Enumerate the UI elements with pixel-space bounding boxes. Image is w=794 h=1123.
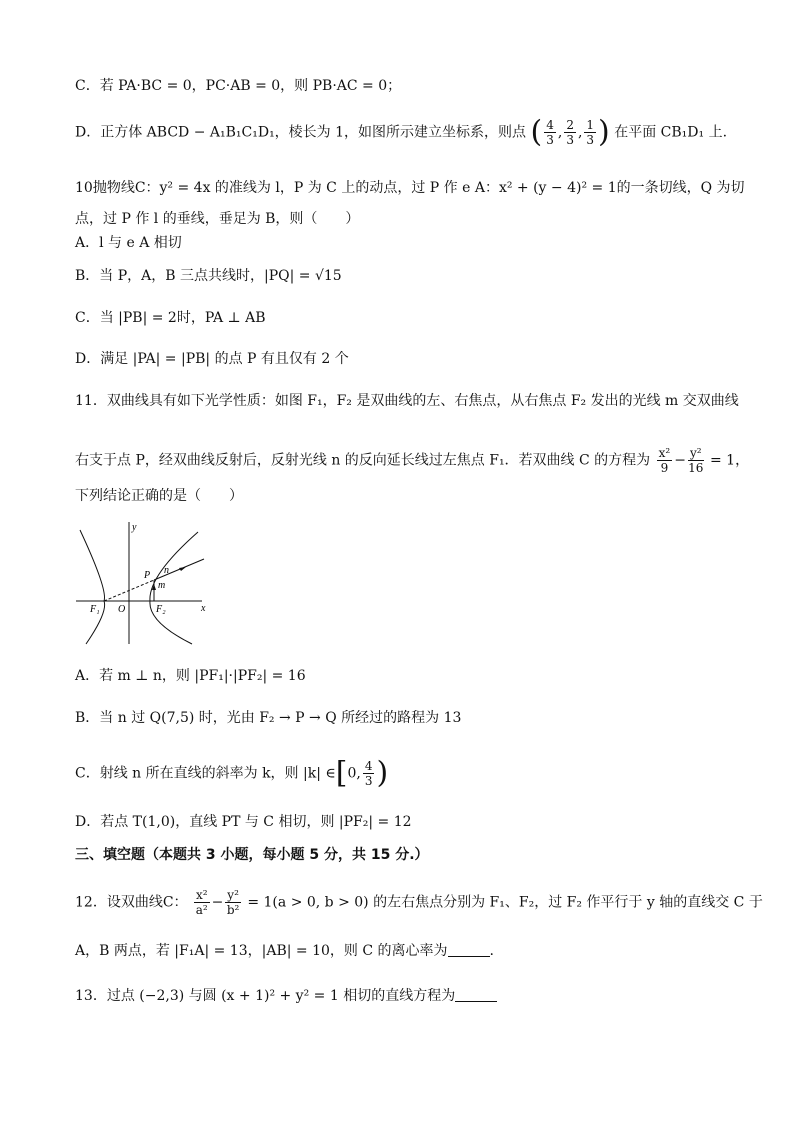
q13-line xyxy=(75,986,497,1006)
frac-num: x² xyxy=(658,446,671,460)
bracket-close: ) xyxy=(376,755,389,791)
frac-den: 3 xyxy=(546,133,554,147)
q10-option-d-text: D．满足 |PA| = |PB| 的点 P 有且仅有 2 个 xyxy=(75,351,349,367)
hyperbola-figure xyxy=(74,520,210,646)
frac-den: 16 xyxy=(688,461,704,475)
q11-option-d-text: D．若点 T(1,0)，直线 PT 与 C 相切，则 |PF₂| = 12 xyxy=(75,814,412,830)
q10-option-b xyxy=(75,266,342,286)
q9-option-c xyxy=(75,76,401,96)
frac-num: 1 xyxy=(586,118,595,132)
hyperbola-left-branch xyxy=(80,530,105,644)
q13-text: 13．过点 (−2,3) 与圆 (x + 1)² + y² = 1 相切的直线方程为 xyxy=(75,988,456,1004)
frac-num: y² xyxy=(227,888,239,902)
q11-option-a-text: A．若 m ⊥ n，则 |PF₁|·|PF₂| = 16 xyxy=(75,668,306,684)
q12-text-post: = 1(a > 0, b > 0) 的左右焦点分别为 F₁、F₂，过 F₂ 作平行于 y 轴的直线交 C 于 xyxy=(247,894,763,911)
frac-num: y² xyxy=(689,446,702,460)
fig-label-o: O xyxy=(118,604,126,615)
frac-den: a² xyxy=(195,903,208,917)
section-3-title: 三、填空题（本题共 3 小题，每小题 5 分，共 15 分.） xyxy=(75,847,429,863)
q11-option-d xyxy=(75,812,412,832)
q11-option-c xyxy=(75,755,389,791)
q12-frac-y xyxy=(225,888,241,917)
q10-option-a-text: A．l 与 e A 相切 xyxy=(75,235,182,251)
q11-stem-text2-tail: = 1， xyxy=(710,452,750,469)
section-3-heading xyxy=(75,845,429,865)
frac-num: 2 xyxy=(566,118,574,132)
q11-stem-line3 xyxy=(75,486,243,506)
frac-den: 3 xyxy=(586,133,595,147)
q11-option-b xyxy=(75,708,461,728)
bracket-open: [ xyxy=(335,755,348,791)
frac-2 xyxy=(564,118,576,147)
frac-3 xyxy=(584,118,596,147)
q12-frac-x xyxy=(194,888,210,917)
frac-den: 3 xyxy=(566,133,574,147)
q11-frac-y xyxy=(688,446,704,475)
q9-option-d-text: D．正方体 ABCD − A₁B₁C₁D₁，棱长为 1，如图所示建立坐标系，则点 xyxy=(75,124,527,141)
q10-option-a xyxy=(75,233,182,253)
q11-stem-text2: 右支于点 P，经双曲线反射后，反射光线 n 的反向延长线过左焦点 F₁．若双曲线 C 的方程为 xyxy=(75,452,651,469)
frac-den: 9 xyxy=(660,461,669,475)
q9-option-d: D．正方体 ABCD − A₁B₁C₁D₁，棱长为 1，如图所示建立坐标系，则点 ( $\frac{4}{3}$ , $\frac{2}{3}$ , $\frac{1}{3}$ ) 在平面 CB₁D₁ 上. xyxy=(75,114,728,150)
fig-label-p: P xyxy=(144,570,151,581)
q10-stem-line2 xyxy=(75,209,359,229)
answer-blank[interactable] xyxy=(455,987,497,1002)
frac-1 xyxy=(544,118,556,147)
q10-option-d xyxy=(75,349,349,369)
q10-option-c-text: C．当 |PB| = 2时，PA ⊥ AB xyxy=(75,310,266,326)
q11-stem-text3: 下列结论正确的是（ ） xyxy=(75,488,243,504)
frac-den: 3 xyxy=(364,774,373,788)
answer-blank[interactable] xyxy=(448,942,490,957)
q9-option-c-text: C．若 PA·BC = 0，PC·AB = 0，则 PB·AC = 0； xyxy=(75,78,402,94)
q12-text-line2-tail: . xyxy=(489,943,494,959)
q10-stem-text2: 点，过 P 作 l 的垂线，垂足为 B，则（ ） xyxy=(75,211,360,227)
frac-num: 4 xyxy=(546,118,554,132)
q10-stem-line1 xyxy=(75,178,745,198)
q12-text-line2: A，B 两点，若 |F₁A| = 13，|AB| = 10，则 C 的离心率为 xyxy=(75,943,448,959)
fig-label-x: x xyxy=(201,603,206,614)
fig-label-f2: F₂ xyxy=(156,604,166,615)
interval-start: 0, xyxy=(347,765,361,782)
q12-line1: 12．设双曲线C： $\frac{\text{x²}}{\text{a²}}$ − $\frac{\text{y²}}{\text{b²}}$ = 1(a > 0, b > 0) 的左右焦点分别为 F₁、F₂，过 F₂ 作平行于 y 轴的直线交 C 于 xyxy=(75,888,763,917)
fig-label-f1: F₁ xyxy=(90,604,100,615)
paren-close: ) xyxy=(598,114,610,150)
q11-stem-line2: 右支于点 P，经双曲线反射后，反射光线 n 的反向延长线过左焦点 F₁．若双曲线 C 的方程为 $\frac{\text{x²}}{9}$ − $\frac{\text{y²}}{16}$ = 1， xyxy=(75,446,750,475)
fig-label-m: m xyxy=(158,580,166,591)
q11-stem-line1 xyxy=(75,391,739,411)
q11-frac-4-3 xyxy=(363,759,375,788)
q11-option-a xyxy=(75,666,306,686)
q12-text-pre: 12．设双曲线C： xyxy=(75,894,188,911)
q11-stem-text1: 11．双曲线具有如下光学性质：如图 F₁，F₂ 是双曲线的左、右焦点，从右焦点 F₂ 发出的光线 m 交双曲线 xyxy=(75,393,739,409)
q12-line2 xyxy=(75,941,494,961)
ray-n-arrow xyxy=(179,567,186,571)
frac-den: b² xyxy=(226,903,240,917)
fig-label-y: y xyxy=(132,522,137,533)
q11-frac-x xyxy=(657,446,673,475)
q10-option-b-text: B．当 P，A，B 三点共线时，|PQ| = √15 xyxy=(75,268,342,284)
q11-option-b-text: B．当 n 过 Q(7,5) 时，光由 F₂ → P → Q 所经过的路程为 13 xyxy=(75,710,462,726)
q11-option-c-text: C．射线 n 所在直线的斜率为 k，则 |k| ∈ xyxy=(75,765,336,782)
fig-label-n: n xyxy=(164,565,169,576)
q10-stem-text1: 10抛物线C：y² = 4x 的准线为 l，P 为 C 上的动点，过 P 作 e A：x² + (y − 4)² = 1的一条切线，Q 为切 xyxy=(75,180,745,196)
ray-n xyxy=(154,559,204,580)
frac-num: 4 xyxy=(364,759,373,773)
frac-num: x² xyxy=(195,888,208,902)
q9-option-d-tail: 在平面 CB₁D₁ 上. xyxy=(614,124,728,141)
q10-option-c xyxy=(75,308,266,328)
paren-open: ( xyxy=(530,114,543,150)
